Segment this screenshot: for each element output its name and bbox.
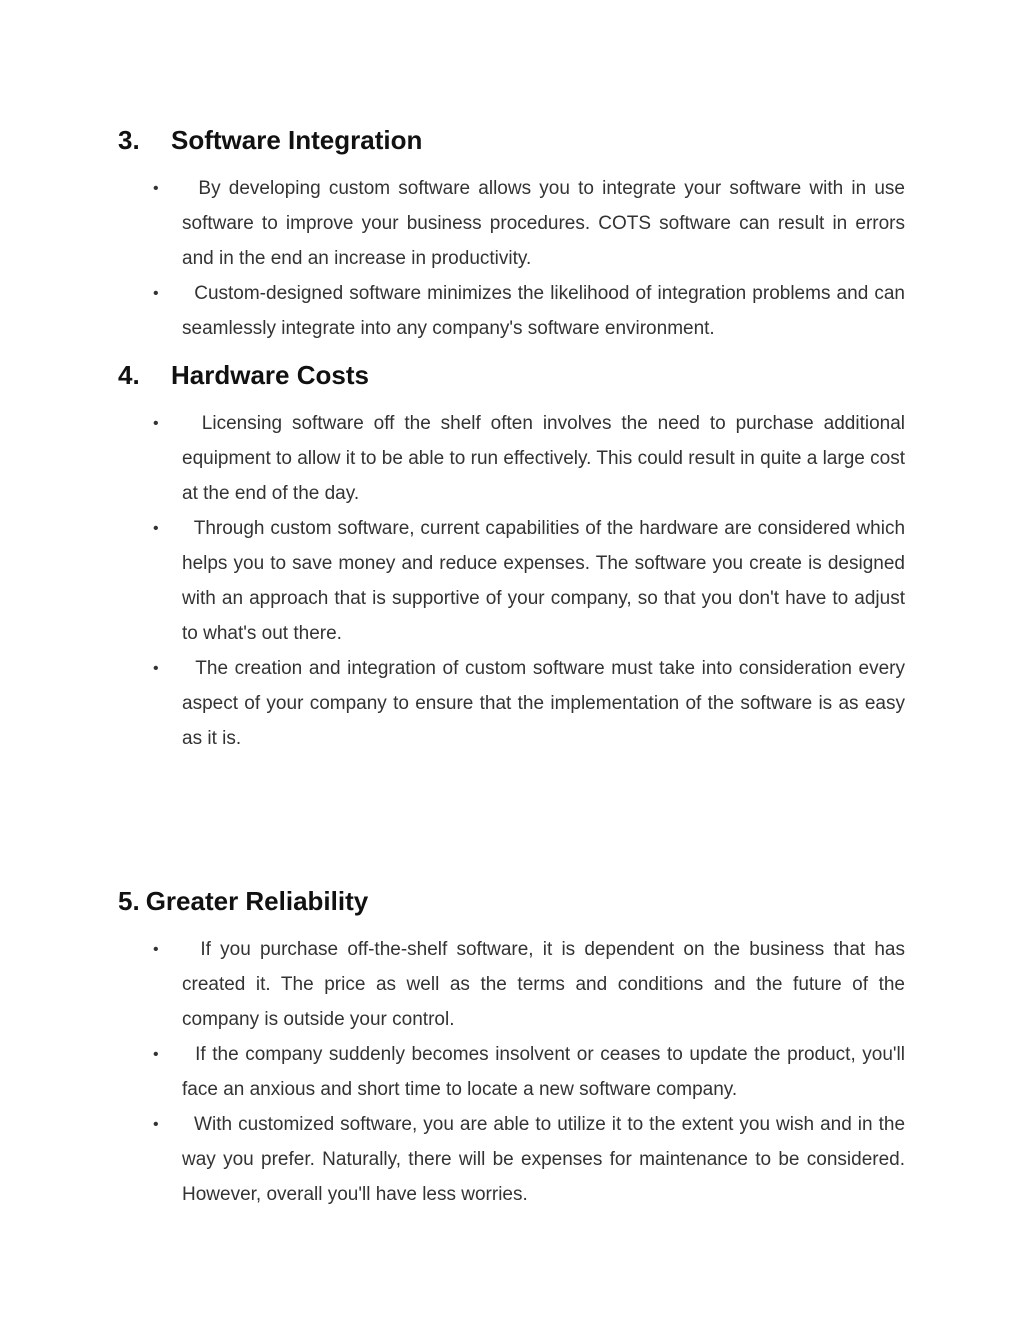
list-item	[153, 932, 911, 1037]
bullet-icon: •	[153, 415, 159, 432]
bullet-icon: •	[153, 1116, 159, 1133]
list-item-text: Through custom software, current capabilities of the hardware are considered which helps you to save money and reduce expenses. The software you create is designed with an approach that is supportive of your company, so that you don't have to adjust to what's out there.	[182, 518, 911, 644]
list-item-text: Custom-designed software minimizes the likelihood of integration problems and can seamlessly integrate into any company's software environment.	[182, 283, 911, 339]
list-item-text: If the company suddenly becomes insolvent or ceases to update the product, you'll face an anxious and short time to locate a new software company.	[182, 1044, 911, 1100]
list-item	[153, 276, 911, 346]
list-item-text: The creation and integration of custom software must take into consideration every aspect of your company to ensure that the implementation of the software is as easy as it is.	[182, 658, 911, 749]
bullet-icon: •	[153, 285, 159, 302]
section-number: 3.	[118, 125, 140, 155]
section-hardware-costs	[0, 360, 1024, 756]
bullet-icon: •	[153, 1046, 159, 1063]
list-item	[153, 1107, 911, 1212]
list-item	[153, 406, 911, 511]
bullet-icon: •	[153, 660, 159, 677]
bullet-list	[0, 932, 1024, 1212]
bullet-list	[0, 406, 1024, 756]
bullet-icon: •	[153, 180, 159, 197]
list-item-text: If you purchase off-the-shelf software, it is dependent on the business that has created it. The price as well as the terms and conditions and the future of the company is outside your control.	[182, 939, 911, 1030]
list-item	[153, 651, 911, 756]
bullet-list	[0, 171, 1024, 346]
list-item-text: With customized software, you are able to utilize it to the extent you wish and in the way you prefer. Naturally, there will be expenses for maintenance to be considered. However, overall you'll have less worries.	[182, 1114, 911, 1205]
section-title: Greater Reliability	[145, 886, 369, 916]
section-heading	[118, 360, 1024, 390]
list-item-text: By developing custom software allows you to integrate your software with in use software to improve your business procedures. COTS software can result in errors and in the end an increase in productivity.	[182, 178, 911, 269]
section-number: 4.	[118, 360, 140, 390]
list-item-text: Licensing software off the shelf often involves the need to purchase additional equipment to allow it to be able to run effectively. This could result in quite a large cost at the end of the day.	[182, 413, 911, 504]
bullet-icon: •	[153, 520, 159, 537]
list-item	[153, 511, 911, 651]
section-greater-reliability	[0, 886, 1024, 1212]
section-software-integration	[0, 125, 1024, 346]
list-item	[153, 1037, 911, 1107]
bullet-icon: •	[153, 941, 159, 958]
section-title: Hardware Costs	[171, 360, 369, 390]
section-number: 5.	[118, 886, 140, 916]
section-title: Software Integration	[171, 125, 423, 155]
section-heading	[118, 886, 1024, 916]
list-item	[153, 171, 911, 276]
section-heading	[118, 125, 1024, 155]
